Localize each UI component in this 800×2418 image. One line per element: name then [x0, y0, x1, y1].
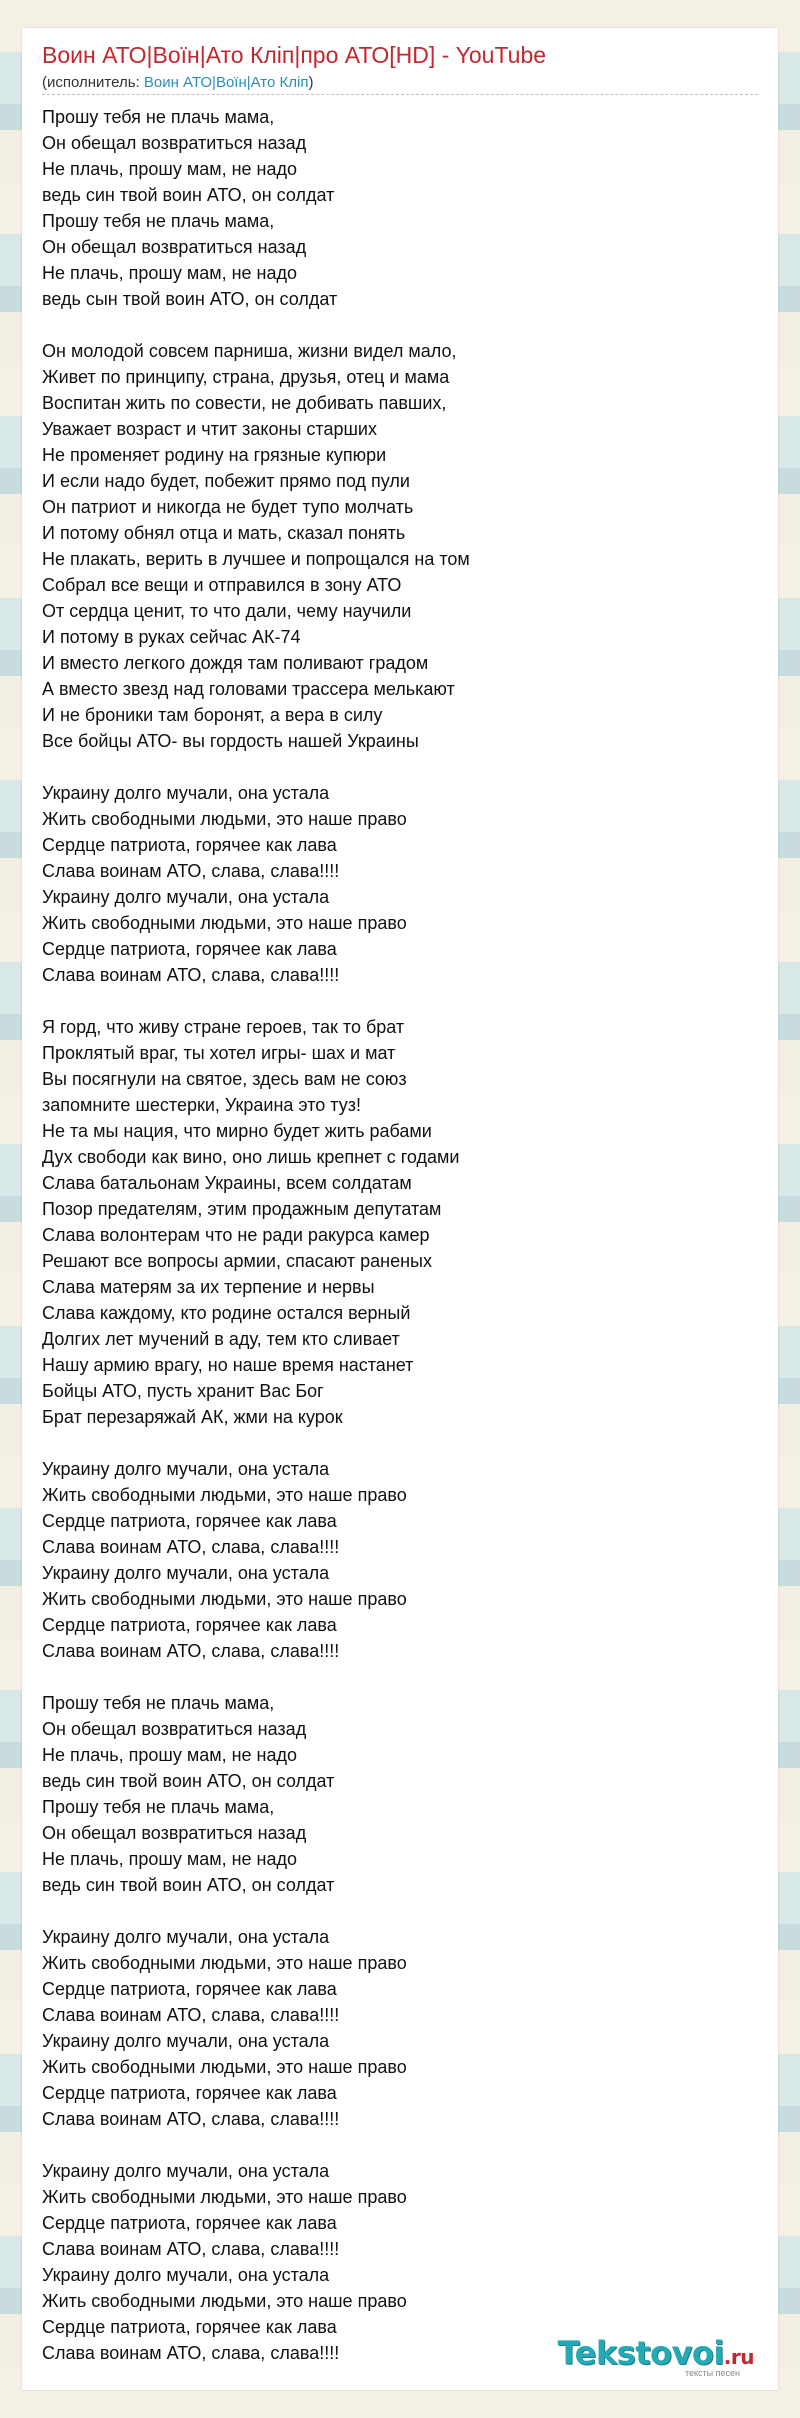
lyric-line: Сердце патриота, горячее как лава [42, 1979, 337, 1999]
dashed-divider [42, 94, 758, 95]
lyric-line: запомните шестерки, Украина это туз! [42, 1095, 361, 1115]
performer-suffix: ) [308, 74, 314, 91]
logo-tagline: тексты песен [684, 2368, 740, 2378]
site-logo[interactable] [558, 2334, 754, 2378]
lyric-line: Я горд, что живу стране героев, так то брат [42, 1017, 405, 1037]
lyric-line: Живет по принципу, страна, друзья, отец и мама [42, 367, 450, 387]
lyric-line: ведь син твой воин АТО, он солдат [42, 185, 335, 205]
lyric-line: Сердце патриота, горячее как лава [42, 1615, 337, 1635]
stanza-break [42, 312, 758, 338]
lyric-line: Он обещал возвратиться назад [42, 1719, 307, 1739]
lyric-line: Он обещал возвратиться назад [42, 1823, 307, 1843]
lyric-line: Жить свободными людьми, это наше право [42, 2057, 407, 2077]
lyric-line: Бойцы АТО, пусть хранит Вас Бог [42, 1381, 324, 1401]
lyric-line: Позор предателям, этим продажным депутатам [42, 1199, 442, 1219]
stanza-break [42, 754, 758, 780]
lyric-line: Не плачь, прошу мам, не надо [42, 1745, 298, 1765]
lyric-line: Не променяет родину на грязные купюри [42, 445, 387, 465]
stanza-break [42, 1898, 758, 1924]
performer-line [42, 74, 313, 91]
lyric-line: Жить свободными людьми, это наше право [42, 2291, 407, 2311]
lyric-line: Украину долго мучали, она устала [42, 2265, 330, 2285]
lyric-line: Украину долго мучали, она устала [42, 2031, 330, 2051]
lyric-line: Сердце патриота, горячее как лава [42, 835, 337, 855]
lyric-line: ведь син твой воин АТО, он солдат [42, 1875, 335, 1895]
lyric-line: Брат перезаряжай АК, жми на курок [42, 1407, 343, 1427]
lyric-line: Прошу тебя не плачь мама, [42, 1797, 275, 1817]
lyric-line: Слава каждому, кто родине остался верный [42, 1303, 411, 1323]
lyric-line: Слава батальонам Украины, всем солдатам [42, 1173, 412, 1193]
lyric-line: Он обещал возвратиться назад [42, 237, 307, 257]
lyric-line: Все бойцы АТО- вы гордость нашей Украины [42, 731, 419, 751]
stanza-break [42, 1664, 758, 1690]
lyric-line: И не броники там боронят, а вера в силу [42, 705, 383, 725]
lyric-line: Слава воинам АТО, слава, слава!!!! [42, 2343, 340, 2363]
lyric-line: Жить свободными людьми, это наше право [42, 913, 407, 933]
lyric-line: Нашу армию врагу, но наше время настанет [42, 1355, 414, 1375]
lyric-line: Украину долго мучали, она устала [42, 2161, 330, 2181]
lyric-line: Слава воинам АТО, слава, слава!!!! [42, 2109, 340, 2129]
lyric-line: Слава воинам АТО, слава, слава!!!! [42, 965, 340, 985]
lyric-line: Воспитан жить по совести, не добивать павших, [42, 393, 447, 413]
lyric-line: Жить свободными людьми, это наше право [42, 809, 407, 829]
lyric-line: Жить свободными людьми, это наше право [42, 1485, 407, 1505]
lyric-line: Не плачь, прошу мам, не надо [42, 159, 298, 179]
lyric-line: Жить свободными людьми, это наше право [42, 1589, 407, 1609]
logo-wordmark: Tekstovoi.ru [557, 2334, 754, 2372]
lyric-line: Украину долго мучали, она устала [42, 887, 330, 907]
lyric-line: Слава воинам АТО, слава, слава!!!! [42, 2239, 340, 2259]
lyric-line: Вы посягнули на святое, здесь вам не союз [42, 1069, 407, 1089]
lyric-line: Решают все вопросы армии, спасают раненых [42, 1251, 432, 1271]
lyric-line: Не плачь, прошу мам, не надо [42, 1849, 298, 1869]
lyric-line: Слава воинам АТО, слава, слава!!!! [42, 861, 340, 881]
lyric-line: Слава воинам АТО, слава, слава!!!! [42, 1537, 340, 1557]
lyric-line: Не плачь, прошу мам, не надо [42, 263, 298, 283]
lyric-line: Украину долго мучали, она устала [42, 783, 330, 803]
lyric-line: От сердца ценит, то что дали, чему научили [42, 601, 412, 621]
lyric-line: Украину долго мучали, она устала [42, 1563, 330, 1583]
lyric-line: Он молодой совсем парниша, жизни видел мало, [42, 341, 457, 361]
lyric-line: Не плакать, верить в лучшее и попрощался на том [42, 549, 470, 569]
page-title: Воин АТО|Воїн|Ато Кліп|про АТО[HD] - YouTube [42, 42, 547, 68]
lyric-line: И вместо легкого дождя там поливают градом [42, 653, 429, 673]
lyric-line: Сердце патриота, горячее как лава [42, 2317, 337, 2337]
lyric-line: Проклятый враг, ты хотел игры- шах и мат [42, 1043, 396, 1063]
lyric-line: Украину долго мучали, она устала [42, 1927, 330, 1947]
stanza-break [42, 2132, 758, 2158]
lyric-line: Жить свободными людьми, это наше право [42, 2187, 407, 2207]
lyric-line: И потому обнял отца и мать, сказал понять [42, 523, 406, 543]
lyric-line: Жить свободными людьми, это наше право [42, 1953, 407, 1973]
stanza-break [42, 988, 758, 1014]
lyric-line: Слава воинам АТО, слава, слава!!!! [42, 1641, 340, 1661]
lyric-line: Дух свободи как вино, оно лишь крепнет с годами [42, 1147, 460, 1167]
performer-prefix: (исполнитель: [42, 74, 144, 91]
lyric-line: Слава волонтерам что не ради ракурса камер [42, 1225, 430, 1245]
lyric-line: Он обещал возвратиться назад [42, 133, 307, 153]
lyric-line: Уважает возраст и чтит законы старших [42, 419, 377, 439]
lyric-line: И потому в руках сейчас АК-74 [42, 627, 301, 647]
lyric-line: Слава матерям за их терпение и нервы [42, 1277, 375, 1297]
lyric-line: Прошу тебя не плачь мама, [42, 211, 275, 231]
logo-tld: .ru [723, 2345, 754, 2369]
lyric-line: Прошу тебя не плачь мама, [42, 1693, 275, 1713]
lyric-line: А вместо звезд над головами трассера мелькают [42, 679, 455, 699]
lyric-line: Украину долго мучали, она устала [42, 1459, 330, 1479]
lyric-line: ведь син твой воин АТО, он солдат [42, 1771, 335, 1791]
stanza-break [42, 1430, 758, 1456]
lyric-line: И если надо будет, побежит прямо под пули [42, 471, 410, 491]
lyric-line: Сердце патриота, горячее как лава [42, 2083, 337, 2103]
lyric-line: Собрал все вещи и отправился в зону АТО [42, 575, 402, 595]
lyrics-text [42, 104, 758, 2366]
lyrics-card [22, 28, 778, 2390]
lyric-line: Сердце патриота, горячее как лава [42, 939, 337, 959]
lyric-line: Прошу тебя не плачь мама, [42, 107, 275, 127]
lyric-line: Сердце патриота, горячее как лава [42, 2213, 337, 2233]
lyric-line: Долгих лет мучений в аду, тем кто сливает [42, 1329, 400, 1349]
performer-link[interactable]: Воин АТО|Воїн|Ато Кліп [143, 74, 309, 91]
lyric-line: Сердце патриота, горячее как лава [42, 1511, 337, 1531]
lyric-line: Он патриот и никогда не будет тупо молчать [42, 497, 414, 517]
lyric-line: Не та мы нация, что мирно будет жить рабами [42, 1121, 432, 1141]
lyric-line: ведь сын твой воин АТО, он солдат [42, 289, 338, 309]
lyric-line: Слава воинам АТО, слава, слава!!!! [42, 2005, 340, 2025]
